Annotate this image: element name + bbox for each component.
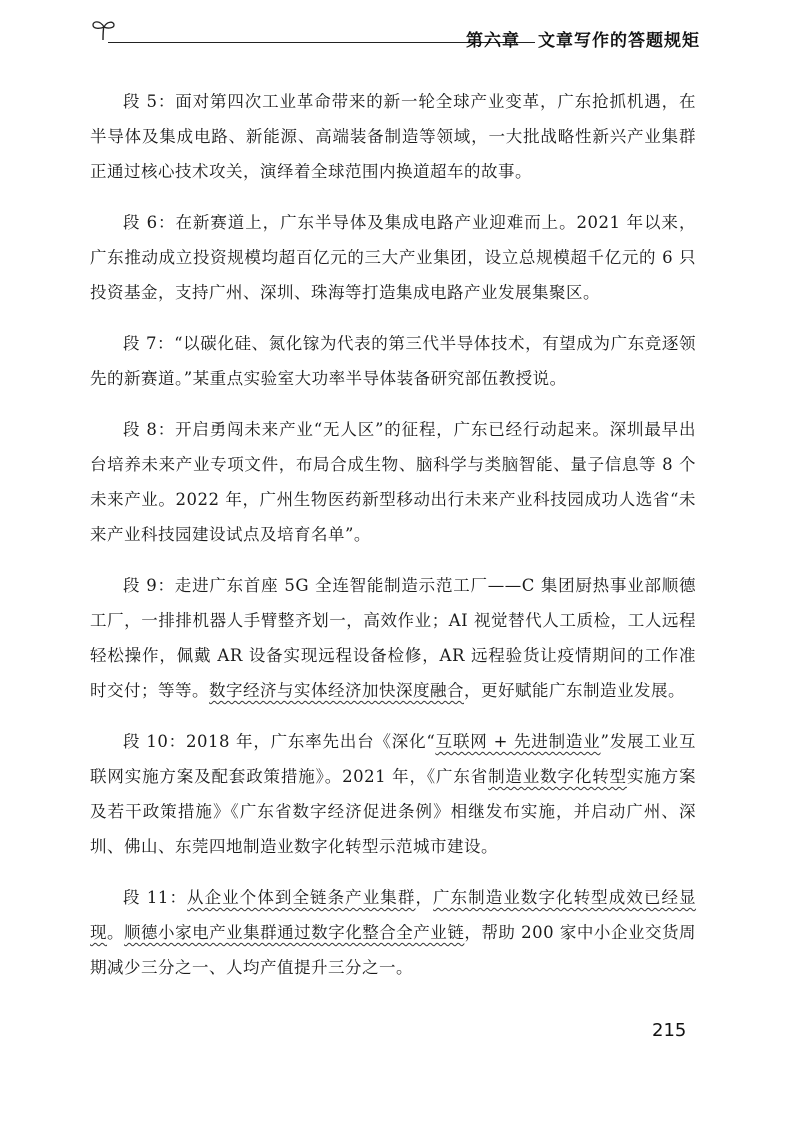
paragraph-text: 段 11： (123, 888, 188, 907)
paragraph (90, 205, 696, 310)
paragraph-text: ，帮助 200 家中小企业交货周期减少三分之一、人均产值提升三分之一。 (90, 923, 697, 977)
paragraph (90, 326, 696, 396)
paragraph (90, 568, 696, 708)
sprout-icon (90, 16, 118, 44)
wavy-underlined-text: 互联网 + 先进制造业 (435, 732, 601, 751)
wavy-underlined-text: 制造业数字化转型 (488, 767, 627, 786)
paragraph (90, 724, 696, 864)
paragraph-text: 段 10：2018 年，广东率先出台《深化“ (123, 732, 436, 751)
paragraph-text: 。 (107, 923, 125, 942)
paragraph-text: 段 7：“以碳化硅、氮化镓为代表的第三代半导体技术，有望成为广东竞逐领先的新赛道。”某重点实验室大功率半导体装备研究部伍教授说。 (90, 334, 696, 388)
chapter-title: 第六章 文章写作的答题规矩 (466, 31, 700, 51)
wavy-underlined-text: 从企业个体到全链条产业集群 (187, 888, 416, 907)
paragraph-text: ”发展工业互联网实施方案及配套政策措施》。2021 年，《广东省 (90, 732, 696, 786)
paragraph-text: 实施方案及若干政策措施》《广东省数字经济促进条例》相继发布实施，并启动广州、深圳、佛山、东莞四地制造业数字化转型示范城市建设。 (90, 767, 697, 856)
paragraph-text: ， (415, 888, 434, 907)
paragraph-text: ，更好赋能广东制造业发展。 (464, 681, 685, 700)
paragraph-text: 段 6：在新赛道上，广东半导体及集成电路产业迎难而上。2021 年以来，广东推动成立投资规模均超百亿元的三大产业集团，设立总规模超千亿元的 6 只投资基金，支持广州、深圳、珠海等打造集成电路产业发展集聚区。 (90, 213, 696, 302)
wavy-underlined-text: 顺德小家电产业集群通过数字化整合全产业链 (124, 923, 465, 942)
wavy-underlined-text: 广东制造业数字化转型成效已经显现 (90, 888, 697, 942)
paragraph-text: 段 9：走进广东首座 5G 全连智能制造示范工厂——C 集团厨热事业部顺德工厂，一排排机器人手臂整齐划一，高效作业；AI 视觉替代人工质检，工人远程轻松操作，佩戴 AR 设备实现远程设备检修，AR 远程验货让疫情期间的工作准时交付；等等。 (90, 576, 696, 700)
body-text (90, 84, 696, 1001)
paragraph (90, 880, 696, 985)
paragraph (90, 412, 696, 552)
paragraph-text: 段 8：开启勇闯未来产业“无人区”的征程，广东已经行动起来。深圳最早出台培养未来产业专项文件，布局合成生物、脑科学与类脑智能、量子信息等 8 个未来产业。2022 年，广州生物医药新型移动出行未来产业科技园成功人选省“未来产业科技园建设试点及培育名单”。 (90, 420, 696, 544)
paragraph (90, 84, 696, 189)
paragraph-text: 段 5：面对第四次工业革命带来的新一轮全球产业变革，广东抢抓机遇，在半导体及集成电路、新能源、高端装备制造等领域，一大批战略性新兴产业集群正通过核心技术攻关，演绎着全球范围内换道超车的故事。 (90, 92, 696, 181)
page-header (90, 14, 710, 54)
wavy-underlined-text: 数字经济与实体经济加快深度融合 (209, 681, 464, 700)
page-number: 215 (652, 1020, 687, 1041)
